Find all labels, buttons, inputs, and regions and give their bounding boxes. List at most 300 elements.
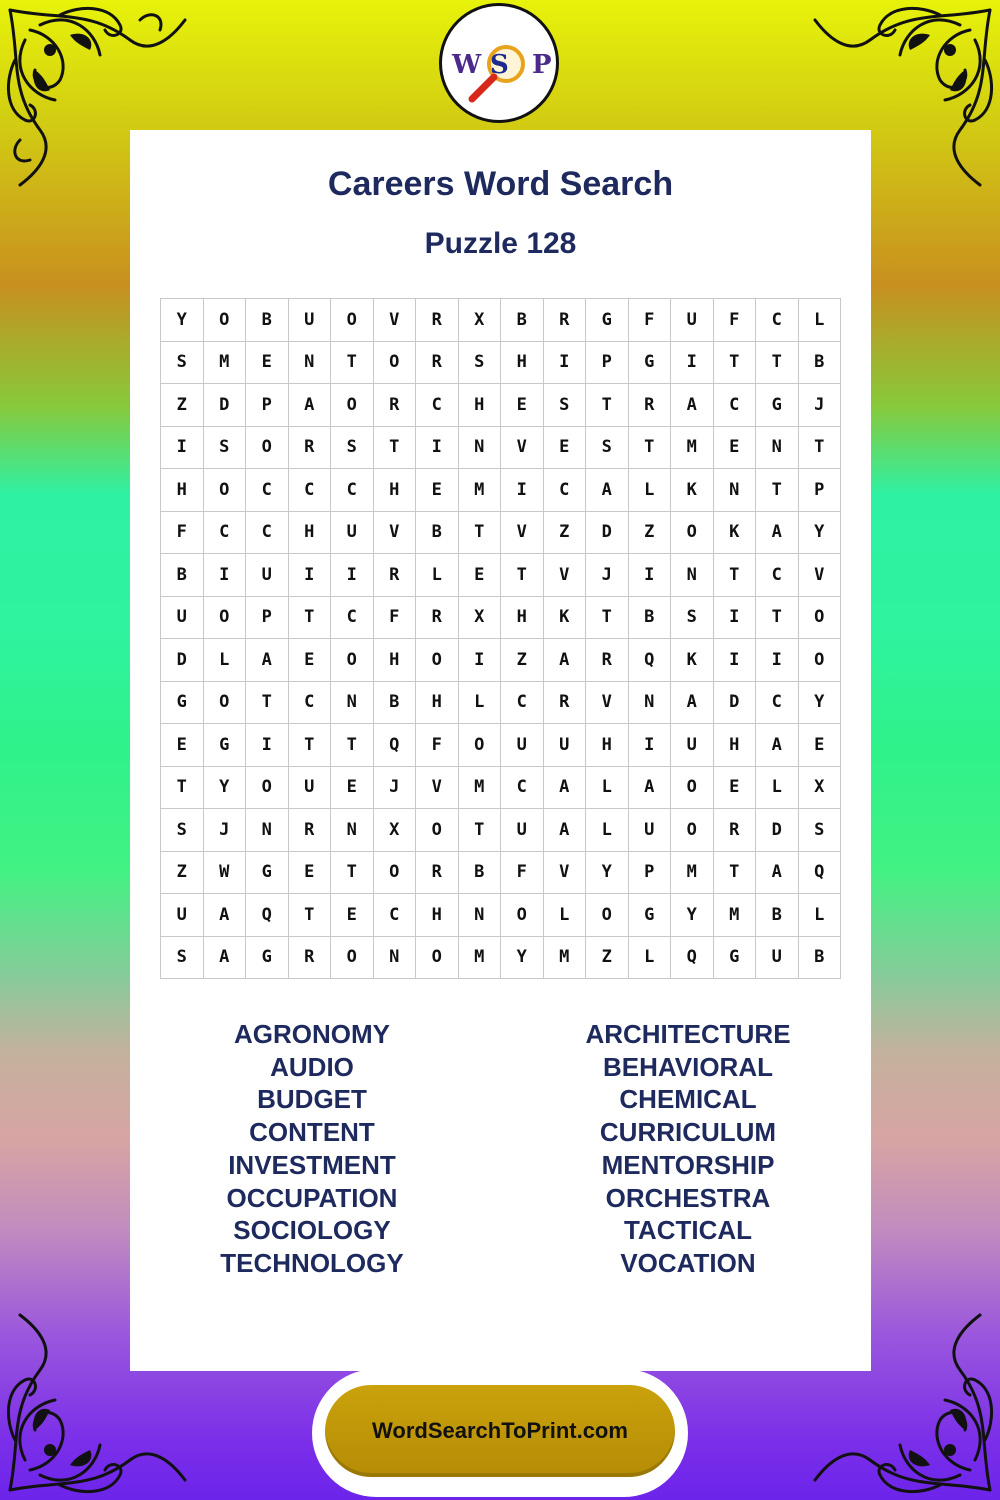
grid-cell: D [713,681,756,724]
grid-cell: P [628,851,671,894]
word-item: ORCHESTRA [605,1182,771,1213]
grid-cell: V [501,511,544,554]
grid-cell: O [373,341,416,384]
site-button-frame [312,1369,688,1497]
grid-cell: T [586,384,629,427]
grid-cell: L [586,766,629,809]
grid-cell: E [288,851,331,894]
grid-cell: L [458,681,501,724]
grid-cell: U [671,724,714,767]
grid-cell: S [331,426,374,469]
grid-cell: I [628,554,671,597]
grid-cell: R [416,341,459,384]
grid-cell: O [331,384,374,427]
grid-cell: C [756,299,799,342]
grid-cell: F [713,299,756,342]
grid-cell: S [161,936,204,979]
grid-cell: Y [501,936,544,979]
grid-cell: P [246,384,289,427]
grid-cell: E [458,554,501,597]
grid-cell: N [713,469,756,512]
word-item: VOCATION [620,1247,756,1278]
grid-cell: Y [203,766,246,809]
grid-row [161,554,841,597]
grid-cell: D [586,511,629,554]
grid-cell: S [203,426,246,469]
grid-cell: I [713,596,756,639]
grid-cell: I [713,639,756,682]
grid-cell: J [798,384,841,427]
grid-cell: N [458,426,501,469]
grid-cell: C [543,469,586,512]
grid-cell: O [331,299,374,342]
grid-cell: T [501,554,544,597]
grid-cell: T [331,724,374,767]
grid-cell: B [373,681,416,724]
grid-cell: S [798,809,841,852]
word-item: CHEMICAL [619,1084,757,1115]
grid-cell: L [416,554,459,597]
grid-cell: C [288,681,331,724]
grid-cell: T [756,341,799,384]
grid-cell: O [373,851,416,894]
grid-cell: U [671,299,714,342]
grid-cell: H [373,639,416,682]
grid-cell: G [246,936,289,979]
grid-cell: R [416,851,459,894]
grid-cell: L [798,894,841,937]
grid-cell: U [543,724,586,767]
grid-row [161,681,841,724]
grid-cell: J [373,766,416,809]
grid-cell: T [756,596,799,639]
grid-cell: A [203,894,246,937]
grid-cell: H [161,469,204,512]
grid-cell: J [586,554,629,597]
grid-cell: V [543,851,586,894]
grid-cell: E [246,341,289,384]
grid-cell: R [288,936,331,979]
grid-cell: T [586,596,629,639]
grid-cell: T [713,851,756,894]
word-item: AGRONOMY [234,1019,390,1049]
grid-cell: T [331,851,374,894]
word-item: BEHAVIORAL [603,1051,773,1082]
grid-cell: G [756,384,799,427]
grid-cell: Z [628,511,671,554]
grid-cell: M [713,894,756,937]
grid-cell: R [586,639,629,682]
grid-cell: L [543,894,586,937]
grid-cell: U [331,511,374,554]
grid-cell: Z [161,384,204,427]
grid-cell: E [416,469,459,512]
grid-cell: O [203,681,246,724]
grid-cell: R [416,596,459,639]
grid-cell: Z [161,851,204,894]
grid-cell: N [246,809,289,852]
grid-cell: C [331,469,374,512]
grid-cell: B [501,299,544,342]
grid-cell: Z [501,639,544,682]
word-item: CONTENT [249,1117,375,1148]
grid-cell: V [416,766,459,809]
grid-cell: E [288,639,331,682]
grid-cell: E [713,766,756,809]
grid-cell: S [161,341,204,384]
grid-cell: O [416,936,459,979]
grid-cell: T [458,809,501,852]
grid-cell: W [203,851,246,894]
grid-cell: S [543,384,586,427]
grid-cell: M [458,936,501,979]
grid-cell: Q [373,724,416,767]
grid-cell: C [373,894,416,937]
grid-cell: C [501,681,544,724]
grid-cell: Y [671,894,714,937]
grid-cell: O [671,766,714,809]
site-link-button[interactable]: WordSearchToPrint.com [325,1385,675,1477]
grid-row [161,724,841,767]
grid-cell: L [628,469,671,512]
grid-cell: A [671,681,714,724]
puzzle-number: Puzzle 128 [424,227,577,260]
grid-cell: M [458,766,501,809]
grid-cell: E [501,384,544,427]
grid-cell: I [671,341,714,384]
grid-cell: A [246,639,289,682]
grid-cell: R [416,299,459,342]
grid-cell: A [203,936,246,979]
grid-cell: O [798,596,841,639]
grid-cell: P [798,469,841,512]
grid-cell: V [373,299,416,342]
grid-cell: O [203,299,246,342]
grid-cell: U [288,766,331,809]
grid-row [161,809,841,852]
grid-cell: H [458,384,501,427]
grid-cell: M [671,851,714,894]
grid-cell: C [756,681,799,724]
grid-cell: A [756,511,799,554]
grid-cell: A [671,384,714,427]
grid-cell: B [628,596,671,639]
grid-cell: M [543,936,586,979]
grid-cell: B [458,851,501,894]
grid-cell: N [458,894,501,937]
grid-cell: S [586,426,629,469]
grid-cell: G [628,341,671,384]
grid-cell: T [288,724,331,767]
grid-cell: S [671,596,714,639]
grid-cell: X [373,809,416,852]
grid-cell: B [161,554,204,597]
grid-cell: O [203,469,246,512]
grid-cell: L [798,299,841,342]
grid-cell: U [288,299,331,342]
word-item: MENTORSHIP [601,1149,775,1180]
grid-cell: Z [586,936,629,979]
grid-cell: Q [246,894,289,937]
word-item: SOCIOLOGY [233,1215,391,1246]
grid-cell: L [756,766,799,809]
grid-cell: H [416,681,459,724]
word-list-left [152,1018,472,1280]
grid-cell: T [756,469,799,512]
grid-cell: E [543,426,586,469]
grid-cell: V [586,681,629,724]
grid-cell: E [331,894,374,937]
grid-cell: I [246,724,289,767]
grid-cell: C [501,766,544,809]
grid-cell: E [798,724,841,767]
grid-cell: X [458,596,501,639]
grid-cell: N [373,936,416,979]
grid-cell: X [458,299,501,342]
grid-cell: I [203,554,246,597]
grid-cell: G [713,936,756,979]
grid-cell: A [288,384,331,427]
grid-cell: N [628,681,671,724]
word-list-right [528,1018,848,1280]
grid-cell: O [331,639,374,682]
grid-cell: V [501,426,544,469]
grid-cell: X [798,766,841,809]
grid-cell: Q [671,936,714,979]
grid-row [161,426,841,469]
grid-row [161,639,841,682]
grid-cell: A [586,469,629,512]
grid-cell: T [373,426,416,469]
grid-cell: C [756,554,799,597]
grid-cell: R [288,426,331,469]
grid-cell: U [161,894,204,937]
grid-cell: L [203,639,246,682]
grid-cell: I [288,554,331,597]
grid-cell: A [543,766,586,809]
grid-cell: O [246,766,289,809]
grid-cell: T [288,596,331,639]
grid-cell: O [671,511,714,554]
grid-cell: H [501,341,544,384]
grid-cell: I [501,469,544,512]
grid-cell: G [246,851,289,894]
word-item: CURRICULUM [599,1117,777,1148]
grid-cell: Y [798,681,841,724]
grid-cell: T [713,341,756,384]
grid-cell: I [458,639,501,682]
grid-cell: T [246,681,289,724]
grid-cell: G [628,894,671,937]
grid-row [161,469,841,512]
grid-cell: B [416,511,459,554]
logo-letter-s: S [490,50,509,80]
grid-cell: N [331,809,374,852]
grid-cell: G [161,681,204,724]
grid-cell: A [543,639,586,682]
grid-cell: R [543,681,586,724]
letter-grid [160,298,841,979]
grid-cell: F [628,299,671,342]
grid-cell: D [203,384,246,427]
grid-row [161,511,841,554]
grid-cell: H [373,469,416,512]
grid-cell: D [161,639,204,682]
grid-cell: F [416,724,459,767]
grid-cell: C [713,384,756,427]
grid-cell: I [628,724,671,767]
grid-cell: A [756,851,799,894]
grid-cell: I [756,639,799,682]
grid-cell: U [628,809,671,852]
grid-cell: C [246,469,289,512]
grid-cell: Y [586,851,629,894]
grid-cell: R [713,809,756,852]
grid-cell: N [756,426,799,469]
logo-letter-w: W [452,50,482,80]
grid-cell: O [586,894,629,937]
grid-cell: S [458,341,501,384]
grid-cell: V [543,554,586,597]
grid-cell: H [501,596,544,639]
grid-cell: L [628,936,671,979]
grid-cell: B [798,936,841,979]
grid-cell: I [331,554,374,597]
grid-cell: O [331,936,374,979]
grid-cell: T [331,341,374,384]
grid-cell: U [161,596,204,639]
grid-row [161,766,841,809]
grid-cell: H [288,511,331,554]
grid-cell: O [501,894,544,937]
grid-cell: R [543,299,586,342]
grid-row [161,894,841,937]
grid-cell: V [798,554,841,597]
grid-cell: B [798,341,841,384]
grid-cell: R [373,554,416,597]
grid-cell: U [501,809,544,852]
word-item: TACTICAL [623,1215,753,1246]
grid-cell: C [416,384,459,427]
grid-cell: K [713,511,756,554]
grid-cell: G [586,299,629,342]
word-item: BUDGET [257,1084,367,1115]
grid-cell: T [628,426,671,469]
grid-cell: A [543,809,586,852]
grid-cell: U [501,724,544,767]
grid-cell: O [246,426,289,469]
grid-cell: I [161,426,204,469]
grid-cell: H [586,724,629,767]
grid-cell: D [756,809,799,852]
logo-letter-p: P [532,50,552,80]
grid-row [161,341,841,384]
grid-cell: F [373,596,416,639]
grid-cell: Y [798,511,841,554]
grid-row [161,384,841,427]
grid-cell: B [246,299,289,342]
grid-cell: O [671,809,714,852]
grid-cell: H [713,724,756,767]
grid-cell: O [416,639,459,682]
grid-cell: L [586,809,629,852]
grid-cell: Q [628,639,671,682]
grid-cell: Z [543,511,586,554]
grid-cell: U [756,936,799,979]
grid-cell: C [331,596,374,639]
word-item: ARCHITECTURE [585,1019,791,1049]
grid-cell: E [161,724,204,767]
grid-cell: O [798,639,841,682]
word-item: INVESTMENT [228,1149,396,1180]
wsp-logo[interactable] [439,3,559,123]
grid-cell: T [288,894,331,937]
page-title: Careers Word Search [327,165,674,203]
grid-cell: E [713,426,756,469]
grid-cell: M [458,469,501,512]
puzzle-card [130,130,871,1371]
grid-cell: E [331,766,374,809]
grid-cell: Y [161,299,204,342]
grid-cell: P [586,341,629,384]
grid-cell: I [543,341,586,384]
grid-cell: A [628,766,671,809]
grid-cell: M [203,341,246,384]
grid-cell: C [246,511,289,554]
grid-cell: B [756,894,799,937]
grid-cell: A [756,724,799,767]
grid-cell: F [161,511,204,554]
grid-cell: N [288,341,331,384]
grid-cell: V [373,511,416,554]
grid-cell: T [713,554,756,597]
word-item: TECHNOLOGY [220,1247,404,1278]
grid-cell: C [203,511,246,554]
grid-cell: N [671,554,714,597]
grid-cell: Q [798,851,841,894]
grid-row [161,299,841,342]
grid-cell: J [203,809,246,852]
grid-cell: H [416,894,459,937]
grid-cell: T [458,511,501,554]
grid-cell: N [331,681,374,724]
grid-cell: F [501,851,544,894]
grid-cell: R [288,809,331,852]
grid-cell: R [373,384,416,427]
grid-row [161,851,841,894]
grid-row [161,596,841,639]
grid-cell: T [161,766,204,809]
word-item: OCCUPATION [226,1182,398,1213]
grid-cell: P [246,596,289,639]
grid-cell: I [416,426,459,469]
grid-cell: O [203,596,246,639]
grid-row [161,936,841,979]
grid-cell: G [203,724,246,767]
grid-cell: M [671,426,714,469]
grid-cell: K [671,639,714,682]
grid-cell: K [543,596,586,639]
grid-cell: O [458,724,501,767]
grid-cell: T [798,426,841,469]
grid-cell: R [628,384,671,427]
grid-cell: S [161,809,204,852]
word-item: AUDIO [270,1051,354,1082]
grid-cell: K [671,469,714,512]
grid-cell: C [288,469,331,512]
grid-cell: U [246,554,289,597]
grid-cell: O [416,809,459,852]
